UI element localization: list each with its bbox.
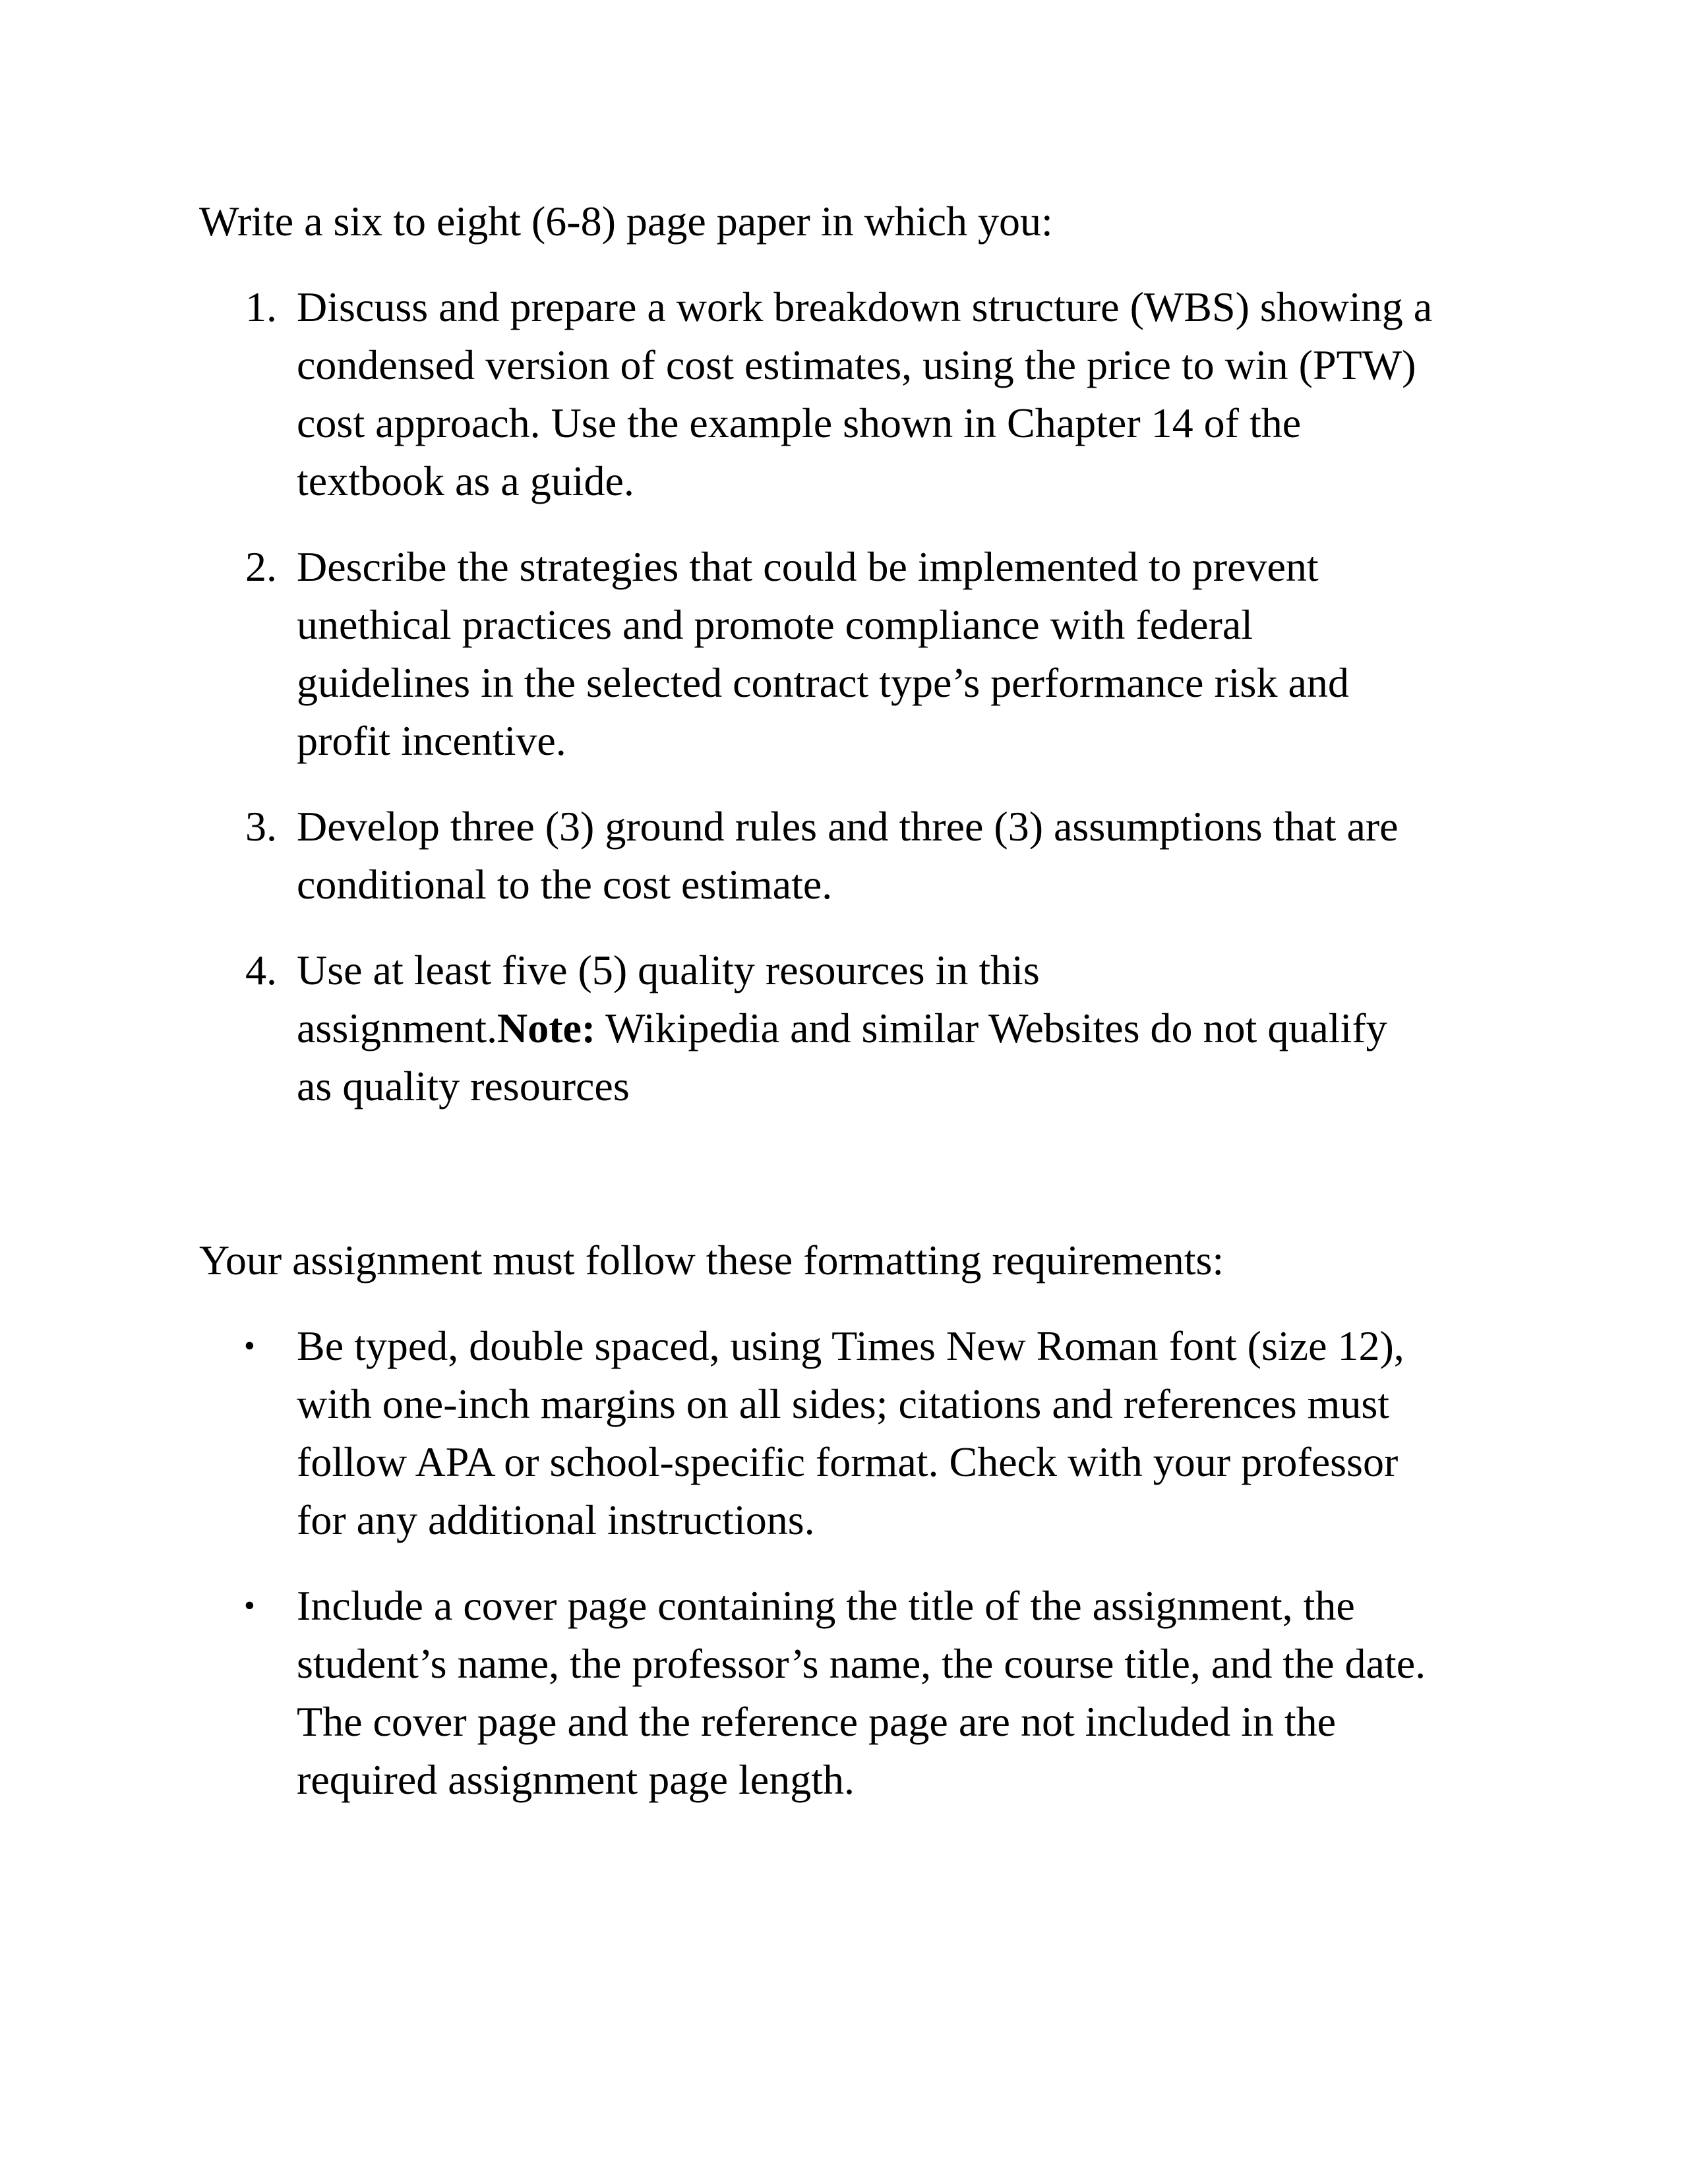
requirement-item-4 bbox=[199, 941, 1518, 1115]
formatting-intro: Your assignment must follow these formatting requirements: bbox=[199, 1237, 1224, 1284]
formatting-item-1 bbox=[199, 1317, 1518, 1549]
assignment-requirements-list bbox=[199, 278, 1518, 1115]
requirement-number: 3. bbox=[245, 803, 277, 850]
requirement-text-line: condensed version of cost estimates, using the price to win (PTW) bbox=[297, 341, 1416, 388]
formatting-text-line: student’s name, the professor’s name, the course title, and the date. bbox=[297, 1640, 1426, 1687]
formatting-text-line: The cover page and the reference page are not included in the bbox=[297, 1698, 1337, 1745]
formatting-text-line: required assignment page length. bbox=[297, 1756, 855, 1803]
requirement-number: 4. bbox=[245, 947, 277, 993]
requirement-text-line: unethical practices and promote compliance with federal bbox=[297, 601, 1253, 648]
requirement-text-line-with-note bbox=[297, 999, 1518, 1057]
requirement-item-3 bbox=[199, 798, 1518, 914]
requirement-text-line: Develop three (3) ground rules and three (3) assumptions that are bbox=[297, 803, 1399, 850]
bullet-icon: • bbox=[244, 1328, 255, 1363]
requirement-text-line: cost approach. Use the example shown in Chapter 14 of the bbox=[297, 399, 1302, 446]
requirement-text-line: Describe the strategies that could be implemented to prevent bbox=[297, 543, 1319, 590]
requirement-text-line: textbook as a guide. bbox=[297, 457, 634, 504]
formatting-text-line: with one-inch margins on all sides; citations and references must bbox=[297, 1380, 1390, 1427]
formatting-text-line: for any additional instructions. bbox=[297, 1496, 815, 1543]
requirement-text-line: guidelines in the selected contract type’s performance risk and bbox=[297, 659, 1349, 706]
requirement-item-2 bbox=[199, 538, 1518, 770]
note-label: Note: bbox=[497, 1005, 596, 1051]
formatting-requirements-list bbox=[199, 1317, 1518, 1809]
formatting-text-line: Be typed, double spaced, using Times New Roman font (size 12), bbox=[297, 1322, 1404, 1369]
requirement-number: 2. bbox=[245, 543, 277, 590]
formatting-item-2 bbox=[199, 1577, 1518, 1809]
formatting-text-line: follow APA or school-specific format. Check with your professor bbox=[297, 1438, 1399, 1485]
requirement-text-line: conditional to the cost estimate. bbox=[297, 861, 833, 908]
formatting-text-line: Include a cover page containing the title of the assignment, the bbox=[297, 1582, 1355, 1629]
bullet-icon: • bbox=[244, 1588, 255, 1623]
assignment-intro: Write a six to eight (6-8) page paper in which you: bbox=[199, 198, 1053, 245]
requirement-number: 1. bbox=[245, 283, 277, 330]
requirement-text-before-note: assignment. bbox=[297, 1005, 497, 1051]
requirement-text-line: Use at least five (5) quality resources in this bbox=[297, 947, 1040, 993]
document-content bbox=[199, 192, 1518, 1837]
requirement-item-1 bbox=[199, 278, 1518, 510]
requirement-text-line: profit incentive. bbox=[297, 717, 566, 764]
requirement-text-line: as quality resources bbox=[297, 1063, 630, 1109]
requirement-text-after-note: Wikipedia and similar Websites do not qualify bbox=[595, 1005, 1387, 1051]
requirement-text-line: Discuss and prepare a work breakdown structure (WBS) showing a bbox=[297, 283, 1433, 330]
